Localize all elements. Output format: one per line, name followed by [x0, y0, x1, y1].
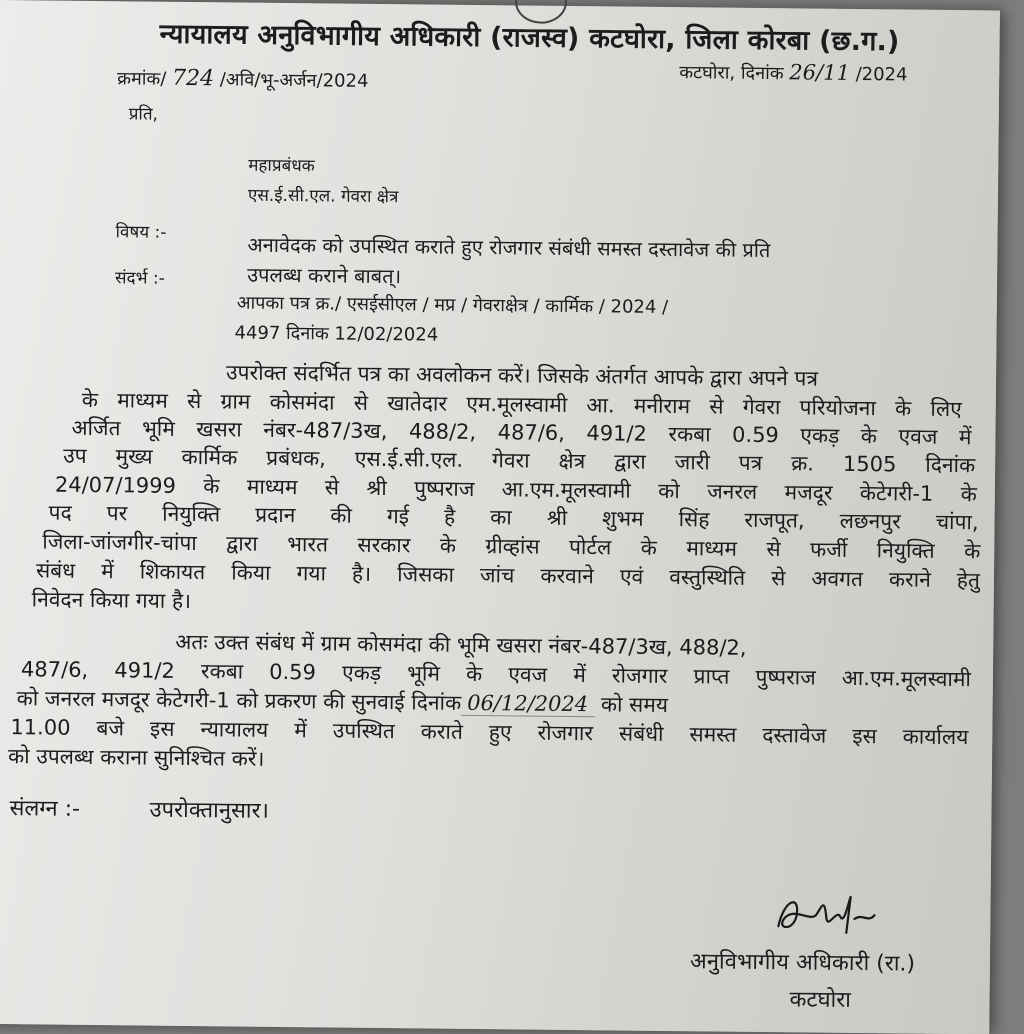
signatory-place: कटघोरा: [789, 987, 852, 1013]
para2-line-2: 487/6, 491/2 रकबा 0.59 एकड़ भूमि के एवज में रोजगार प्राप्त पुष्पराज आ.एम.मूलस्वामी: [20, 657, 972, 692]
ref-suffix: /अवि/भू-अर्जन/2024: [219, 69, 369, 92]
ref-prefix: क्रमांक/: [117, 68, 167, 90]
para1-line-5: 24/07/1999 के माध्यम से श्री पुष्पराज आ.एम.मूलस्वामी को जनरल मजदूर केटेगरी-1 के: [54, 472, 978, 507]
letter-date: [679, 59, 907, 86]
date-prefix: कटघोरा, दिनांक: [679, 62, 784, 85]
para2-line-3-text: को जनरल मजदूर केटेगरी-1 को प्रकरण की सुनवाई दिनांक: [16, 686, 462, 715]
reference-label: संदर्भ :-: [114, 268, 165, 289]
date-handwritten: 26/11: [789, 60, 851, 85]
para1-line-4: उप मुख्य कार्मिक प्रबंधक, एस.ई.सी.एल. गेवरा क्षेत्र द्वारा जारी पत्र क्र. 1505 दिनांक: [63, 443, 976, 478]
para1-line-9: निवेदन किया गया है।: [31, 587, 192, 614]
para2-line-1: अतः उक्त संबंध में ग्राम कोसमंदा की भूमि खसरा नंबर-487/3ख, 488/2,: [175, 629, 747, 660]
hearing-after-text: को समय: [600, 692, 669, 718]
para1-line-2: के माध्यम से ग्राम कोसमंदा से खातेदार एम.मूलस्वामी आ. मनीराम से गेवरा परियोजना के लिए: [81, 387, 962, 422]
enclosure-label: संलग्न :-: [9, 796, 81, 822]
date-year: /2024: [855, 63, 908, 86]
ref-number-handwritten: 724: [171, 65, 215, 92]
recipient-designation: महाप्रबंधक: [248, 155, 315, 177]
para1-line-3: अर्जित भूमि खसरा नंबर-487/3ख, 488/2, 487/6, 491/2 रकबा 0.59 एकड़ के एवज में: [71, 415, 972, 450]
hearing-date-handwritten: 06/12/2024: [461, 691, 594, 717]
subject-line-1: अनावेदक को उपस्थित कराते हुए रोजगार संबंधी समस्त दस्तावेज की प्रति: [247, 232, 771, 263]
reference-number: [117, 65, 369, 93]
prati-label: प्रति,: [128, 104, 159, 125]
para1-line-1: उपरोक्त संदर्भित पत्र का अवलोकन करें। जिसके अंतर्गत आपके द्वारा अपने पत्र: [225, 360, 819, 391]
para1-line-6: पद पर नियुक्ति प्रदान की गई है का श्री शुभम सिंह राजपूत, लछनपुर चांपा,: [48, 500, 979, 535]
para1-line-7: जिला-जांजगीर-चांपा द्वारा भारत सरकार के ग्रीव्हांस पोर्टल के माध्यम से फर्जी नियुक्ति के: [42, 529, 981, 564]
reference-line-2: 4497 दिनांक 12/02/2024: [234, 322, 439, 346]
subject-label: विषय :-: [115, 222, 167, 243]
para2-line-5: को उपलब्ध कराना सुनिश्चित करें।: [7, 744, 265, 771]
handwritten-signature: [770, 888, 881, 939]
para1-line-8: संबंध में शिकायत किया गया है। जिसका जांच करवाने एवं वस्तुस्थिति से अवगत कराने हेतु: [35, 558, 981, 593]
enclosure-value: उपरोक्तानुसार।: [149, 797, 270, 824]
reference-line-1: आपका पत्र क्र./ एसईसीएल / मप्र / गेवराक्षेत्र / कार्मिक / 2024 /: [236, 292, 669, 319]
office-title: न्यायालय अनुविभागीय अधिकारी (राजस्व) कटघोरा, जिला कोरबा (छ.ग.): [159, 18, 900, 58]
recipient-office: एस.ई.सी.एल. गेवरा क्षेत्र: [247, 185, 399, 208]
subject-line-2: उपलब्ध कराने बाबत्।: [247, 262, 402, 289]
para2-line-4: 11.00 बजे इस न्यायालय में उपस्थित कराते हुए रोजगार संबंधी समस्त दस्तावेज इस कार्यालय: [10, 715, 969, 750]
signatory-title: अनुविभागीय अधिकारी (रा.): [689, 949, 916, 977]
